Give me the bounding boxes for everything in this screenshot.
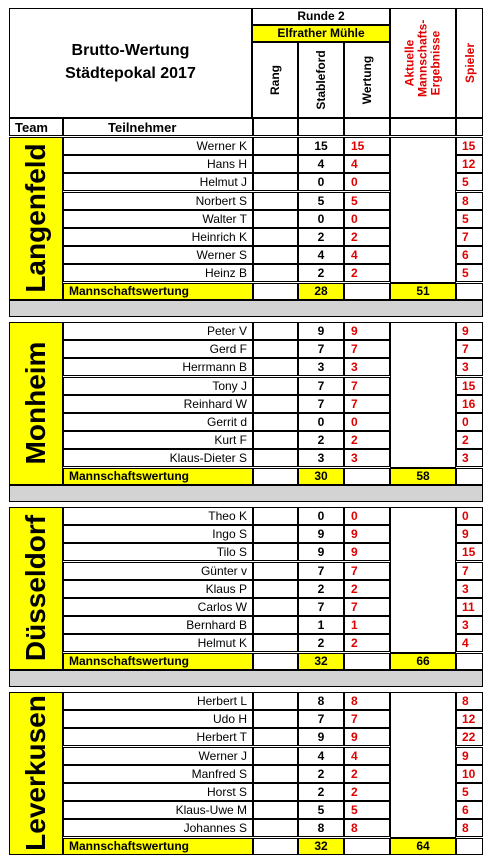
player-name: Herrmann B bbox=[63, 358, 253, 376]
player-score: 2 bbox=[344, 765, 390, 783]
player-rank bbox=[253, 395, 298, 413]
player-total: 3 bbox=[456, 616, 483, 634]
player-score: 2 bbox=[344, 783, 390, 801]
player-score: 9 bbox=[344, 728, 390, 746]
player-score: 7 bbox=[344, 377, 390, 395]
player-stableford: 2 bbox=[298, 431, 344, 449]
team-sum-stableford: 28 bbox=[298, 283, 344, 300]
player-score: 9 bbox=[344, 543, 390, 561]
player-name: Helmut J bbox=[63, 173, 253, 191]
title-box bbox=[9, 8, 252, 118]
player-rank bbox=[253, 765, 298, 783]
player-rank bbox=[253, 598, 298, 616]
team-sum-total: 58 bbox=[390, 468, 456, 485]
player-rank bbox=[253, 525, 298, 543]
player-total: 5 bbox=[456, 783, 483, 801]
team-sum-players bbox=[456, 283, 483, 300]
player-score: 2 bbox=[344, 431, 390, 449]
player-total: 0 bbox=[456, 507, 483, 525]
player-total: 8 bbox=[456, 192, 483, 210]
page-title: Brutto-Wertung bbox=[71, 42, 190, 59]
player-stableford: 7 bbox=[298, 562, 344, 580]
player-name: Manfred S bbox=[63, 765, 253, 783]
team-separator bbox=[9, 670, 483, 687]
player-stableford: 2 bbox=[298, 264, 344, 282]
player-rank bbox=[253, 692, 298, 710]
player-rank bbox=[253, 322, 298, 340]
team-sum-label: Mannschaftswertung bbox=[63, 468, 253, 485]
team-sum-total: 51 bbox=[390, 283, 456, 300]
player-total: 9 bbox=[456, 747, 483, 765]
player-stableford: 9 bbox=[298, 543, 344, 561]
player-rank bbox=[253, 543, 298, 561]
team-sum-score bbox=[344, 283, 390, 300]
team-results-column bbox=[390, 507, 456, 653]
player-score: 2 bbox=[344, 264, 390, 282]
player-total: 3 bbox=[456, 580, 483, 598]
team-separator bbox=[9, 300, 483, 317]
player-score: 7 bbox=[344, 598, 390, 616]
player-stableford: 9 bbox=[298, 728, 344, 746]
player-name: Klaus-Uwe M bbox=[63, 801, 253, 819]
player-score: 5 bbox=[344, 192, 390, 210]
column-header-players: Spieler bbox=[456, 8, 483, 118]
player-score: 7 bbox=[344, 395, 390, 413]
player-stableford: 8 bbox=[298, 692, 344, 710]
player-total: 3 bbox=[456, 358, 483, 376]
player-rank bbox=[253, 562, 298, 580]
player-score: 5 bbox=[344, 801, 390, 819]
player-rank bbox=[253, 358, 298, 376]
player-name: Walter T bbox=[63, 210, 253, 228]
player-name: Peter V bbox=[63, 322, 253, 340]
player-total: 6 bbox=[456, 801, 483, 819]
player-total: 7 bbox=[456, 340, 483, 358]
player-total: 9 bbox=[456, 322, 483, 340]
player-rank bbox=[253, 173, 298, 191]
player-total: 16 bbox=[456, 395, 483, 413]
team-sum-rank bbox=[253, 283, 298, 300]
player-stableford: 5 bbox=[298, 192, 344, 210]
player-stableford: 0 bbox=[298, 507, 344, 525]
team-name-cell bbox=[9, 692, 63, 855]
player-score: 1 bbox=[344, 616, 390, 634]
player-stableford: 3 bbox=[298, 449, 344, 467]
player-rank bbox=[253, 137, 298, 155]
team-name: Düsseldorf bbox=[20, 515, 51, 662]
round-label: Runde 2 bbox=[252, 8, 390, 25]
player-score: 0 bbox=[344, 210, 390, 228]
player-rank bbox=[253, 747, 298, 765]
team-name-cell bbox=[9, 322, 63, 485]
player-name: Werner S bbox=[63, 246, 253, 264]
player-stableford: 2 bbox=[298, 228, 344, 246]
team-name-cell bbox=[9, 137, 63, 300]
player-total: 0 bbox=[456, 413, 483, 431]
player-stableford: 8 bbox=[298, 819, 344, 837]
player-total: 15 bbox=[456, 377, 483, 395]
column-header-stableford: Stableford bbox=[298, 42, 344, 118]
player-total: 5 bbox=[456, 264, 483, 282]
player-score: 2 bbox=[344, 580, 390, 598]
player-rank bbox=[253, 413, 298, 431]
player-name: Werner K bbox=[63, 137, 253, 155]
player-name: Carlos W bbox=[63, 598, 253, 616]
player-rank bbox=[253, 246, 298, 264]
player-rank bbox=[253, 210, 298, 228]
player-score: 9 bbox=[344, 322, 390, 340]
player-total: 6 bbox=[456, 246, 483, 264]
page-subtitle: Städtepokal 2017 bbox=[65, 65, 196, 82]
player-score: 0 bbox=[344, 173, 390, 191]
player-name: Udo H bbox=[63, 710, 253, 728]
team-sum-label: Mannschaftswertung bbox=[63, 838, 253, 855]
player-rank bbox=[253, 710, 298, 728]
player-name: Hans H bbox=[63, 155, 253, 173]
player-rank bbox=[253, 819, 298, 837]
player-name: Werner J bbox=[63, 747, 253, 765]
player-score: 4 bbox=[344, 246, 390, 264]
player-stableford: 2 bbox=[298, 783, 344, 801]
player-stableford: 9 bbox=[298, 525, 344, 543]
player-rank bbox=[253, 507, 298, 525]
team-results-column bbox=[390, 322, 456, 468]
player-name: Tilo S bbox=[63, 543, 253, 561]
player-stableford: 0 bbox=[298, 173, 344, 191]
player-stableford: 0 bbox=[298, 210, 344, 228]
team-sum-players bbox=[456, 838, 483, 855]
player-total: 3 bbox=[456, 449, 483, 467]
player-total: 15 bbox=[456, 137, 483, 155]
team-results-column bbox=[390, 137, 456, 283]
player-total: 5 bbox=[456, 173, 483, 191]
player-rank bbox=[253, 192, 298, 210]
team-separator bbox=[9, 485, 483, 502]
player-total: 15 bbox=[456, 543, 483, 561]
player-score: 7 bbox=[344, 340, 390, 358]
column-header-rank: Rang bbox=[252, 42, 298, 118]
player-rank bbox=[253, 801, 298, 819]
team-sum-label: Mannschaftswertung bbox=[63, 283, 253, 300]
team-name: Langenfeld bbox=[20, 143, 51, 293]
player-name: Klaus P bbox=[63, 580, 253, 598]
player-score: 2 bbox=[344, 228, 390, 246]
player-stableford: 2 bbox=[298, 580, 344, 598]
player-total: 12 bbox=[456, 710, 483, 728]
player-total: 11 bbox=[456, 598, 483, 616]
player-score: 7 bbox=[344, 710, 390, 728]
player-stableford: 5 bbox=[298, 801, 344, 819]
player-name: Günter v bbox=[63, 562, 253, 580]
player-total: 9 bbox=[456, 525, 483, 543]
team-results-column bbox=[390, 692, 456, 838]
player-score: 4 bbox=[344, 747, 390, 765]
team-name: Leverkusen bbox=[20, 695, 51, 852]
player-total: 7 bbox=[456, 562, 483, 580]
player-name: Norbert S bbox=[63, 192, 253, 210]
player-stableford: 0 bbox=[298, 413, 344, 431]
player-rank bbox=[253, 431, 298, 449]
team-sum-score bbox=[344, 653, 390, 670]
player-name: Klaus-Dieter S bbox=[63, 449, 253, 467]
team-sum-stableford: 30 bbox=[298, 468, 344, 485]
column-header-team-results: Aktuelle Mannschafts-Ergebnisse bbox=[390, 8, 456, 118]
player-name: Herbert L bbox=[63, 692, 253, 710]
player-name: Johannes S bbox=[63, 819, 253, 837]
player-stableford: 2 bbox=[298, 634, 344, 652]
course-label: Elfrather Mühle bbox=[252, 25, 390, 42]
player-score: 9 bbox=[344, 525, 390, 543]
player-rank bbox=[253, 228, 298, 246]
player-rank bbox=[253, 377, 298, 395]
header-spacer bbox=[344, 118, 390, 136]
player-score: 0 bbox=[344, 413, 390, 431]
team-sum-players bbox=[456, 468, 483, 485]
player-name: Ingo S bbox=[63, 525, 253, 543]
player-stableford: 1 bbox=[298, 616, 344, 634]
team-sum-total: 66 bbox=[390, 653, 456, 670]
player-rank bbox=[253, 449, 298, 467]
header-spacer bbox=[253, 118, 298, 136]
player-stableford: 7 bbox=[298, 598, 344, 616]
team-label: Team bbox=[15, 120, 48, 135]
player-rank bbox=[253, 783, 298, 801]
team-sum-score bbox=[344, 838, 390, 855]
player-rank bbox=[253, 340, 298, 358]
player-total: 7 bbox=[456, 228, 483, 246]
player-stableford: 3 bbox=[298, 358, 344, 376]
player-rank bbox=[253, 634, 298, 652]
player-score: 2 bbox=[344, 634, 390, 652]
team-sum-total: 64 bbox=[390, 838, 456, 855]
team-label-cell bbox=[9, 118, 63, 136]
team-sum-rank bbox=[253, 653, 298, 670]
player-score: 7 bbox=[344, 562, 390, 580]
player-name: Horst S bbox=[63, 783, 253, 801]
team-name: Monheim bbox=[20, 341, 51, 465]
player-name: Kurt F bbox=[63, 431, 253, 449]
player-total: 2 bbox=[456, 431, 483, 449]
player-name: Bernhard B bbox=[63, 616, 253, 634]
player-rank bbox=[253, 155, 298, 173]
participants-label-cell bbox=[63, 118, 253, 136]
player-name: Herbert T bbox=[63, 728, 253, 746]
header-spacer bbox=[390, 118, 456, 136]
player-score: 15 bbox=[344, 137, 390, 155]
player-stableford: 9 bbox=[298, 322, 344, 340]
team-sum-players bbox=[456, 653, 483, 670]
player-rank bbox=[253, 616, 298, 634]
player-rank bbox=[253, 728, 298, 746]
player-score: 3 bbox=[344, 358, 390, 376]
team-sum-stableford: 32 bbox=[298, 838, 344, 855]
team-sum-label: Mannschaftswertung bbox=[63, 653, 253, 670]
player-name: Gerrit d bbox=[63, 413, 253, 431]
player-stableford: 7 bbox=[298, 710, 344, 728]
team-sum-score bbox=[344, 468, 390, 485]
player-stableford: 4 bbox=[298, 155, 344, 173]
player-name: Tony J bbox=[63, 377, 253, 395]
player-stableford: 2 bbox=[298, 765, 344, 783]
player-stableford: 7 bbox=[298, 340, 344, 358]
team-sum-stableford: 32 bbox=[298, 653, 344, 670]
player-name: Helmut K bbox=[63, 634, 253, 652]
player-total: 22 bbox=[456, 728, 483, 746]
player-name: Heinz B bbox=[63, 264, 253, 282]
player-score: 4 bbox=[344, 155, 390, 173]
player-stableford: 4 bbox=[298, 246, 344, 264]
team-sum-rank bbox=[253, 838, 298, 855]
player-name: Theo K bbox=[63, 507, 253, 525]
player-score: 8 bbox=[344, 692, 390, 710]
player-stableford: 7 bbox=[298, 377, 344, 395]
player-name: Reinhard W bbox=[63, 395, 253, 413]
player-total: 8 bbox=[456, 692, 483, 710]
player-stableford: 15 bbox=[298, 137, 344, 155]
team-sum-rank bbox=[253, 468, 298, 485]
player-total: 12 bbox=[456, 155, 483, 173]
player-total: 8 bbox=[456, 819, 483, 837]
team-name-cell bbox=[9, 507, 63, 670]
player-total: 5 bbox=[456, 210, 483, 228]
column-header-score: Wertung bbox=[344, 42, 390, 118]
player-total: 4 bbox=[456, 634, 483, 652]
player-name: Heinrich K bbox=[63, 228, 253, 246]
player-score: 8 bbox=[344, 819, 390, 837]
player-rank bbox=[253, 580, 298, 598]
participants-label: Teilnehmer bbox=[108, 120, 177, 135]
player-stableford: 7 bbox=[298, 395, 344, 413]
header-spacer bbox=[456, 118, 483, 136]
player-score: 3 bbox=[344, 449, 390, 467]
player-score: 0 bbox=[344, 507, 390, 525]
player-stableford: 4 bbox=[298, 747, 344, 765]
player-total: 10 bbox=[456, 765, 483, 783]
player-rank bbox=[253, 264, 298, 282]
player-name: Gerd F bbox=[63, 340, 253, 358]
header-spacer bbox=[298, 118, 344, 136]
